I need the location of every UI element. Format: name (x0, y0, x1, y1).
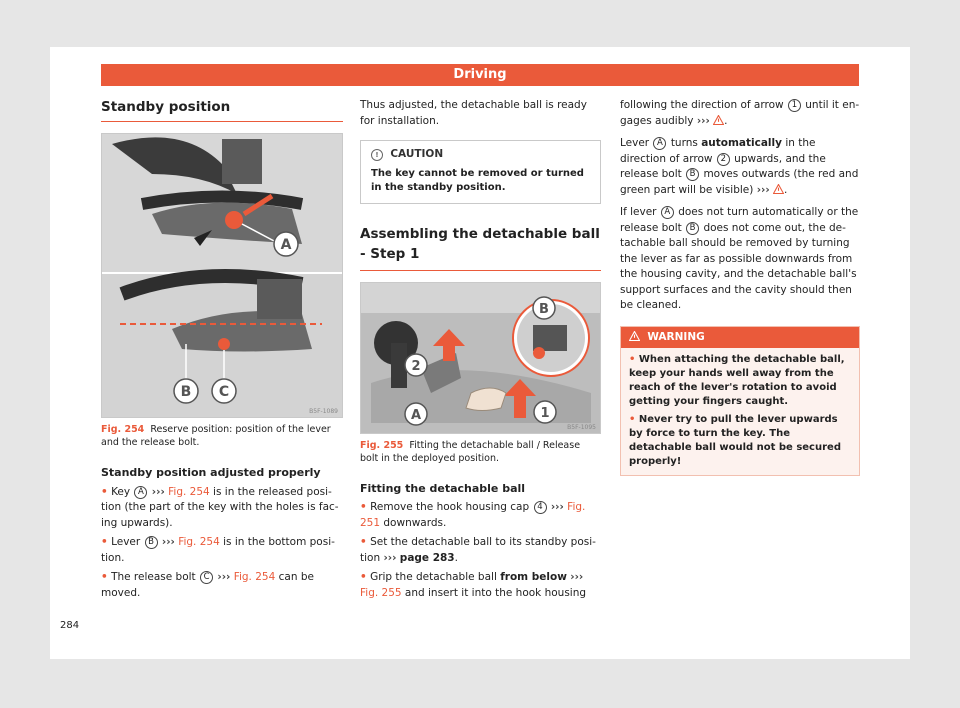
section-title: Assembling the detachable ball - Step 1 (360, 224, 601, 271)
figure-code: B5F-1089 (309, 408, 338, 415)
warning-box (620, 326, 860, 477)
caution-text: The key cannot be removed or turned in the standby position. (371, 167, 584, 193)
label-b: B (180, 384, 192, 400)
intro-text: Thus adjusted, the detachable ball is ready for installation. (360, 99, 587, 127)
page-header: Driving (101, 64, 859, 86)
figure-254 (101, 133, 343, 418)
list-item: • Set the detachable ball to its standby posi- tion ››› page 283. (360, 536, 596, 564)
list-item: • Remove the hook housing cap 4 ››› Fig. 251 downwards. (360, 501, 586, 529)
figure-254-illustration (102, 134, 342, 417)
figure-255-illustration (361, 283, 600, 433)
info-icon: ! (371, 149, 383, 161)
paragraph: Lever A turns automatically in the direction of arrow 2 upwards, and the release bolt B moves outwards (the red and green part will be visible) ››› . (620, 137, 859, 196)
figure-caption: Fig. 255 Fitting the detachable ball / Release bolt in the deployed position. (360, 439, 581, 464)
column-3 (620, 98, 860, 476)
list-item: • Key A ››› Fig. 254 is in the released posi- tion (the part of the key with the holes is fac- ing upwards). (101, 485, 339, 529)
warning-icon (773, 184, 784, 194)
caution-title: ! CAUTION (371, 147, 590, 163)
warning-icon (629, 331, 640, 341)
figure-link[interactable]: Fig. 254 (168, 485, 210, 498)
paragraph: following the direction of arrow 1 until it en- gages audibly ››› . (620, 99, 860, 127)
caution-box (360, 140, 601, 204)
page-link[interactable]: page 283 (399, 551, 455, 564)
figure-link[interactable]: Fig. 255 (360, 586, 402, 599)
column-2 (360, 98, 601, 601)
label-b: B (539, 301, 549, 317)
label-a: A (410, 407, 422, 423)
column-1 (101, 98, 343, 601)
list-item: • Lever B ››› Fig. 254 is in the bottom posi- tion. (101, 536, 335, 564)
warning-item: • When attaching the detachable ball, keep your hands well away from the reach of the lever's rotation to avoid getting your fingers caught. (629, 354, 845, 407)
figure-255 (360, 282, 601, 434)
figure-link[interactable]: Fig. 254 (233, 571, 276, 583)
figure-caption: Fig. 254 Reserve position: position of the lever and the release bolt. (101, 424, 331, 448)
warning-icon (713, 115, 724, 125)
subheading: Fitting the detachable ball (360, 481, 526, 495)
subheading: Standby position adjusted properly (101, 466, 321, 479)
figure-link[interactable]: Fig. 251 (360, 501, 586, 529)
warning-item: • Never try to pull the lever upwards by force to turn the key. The detachable ball would not be secured properly! (629, 414, 841, 467)
label-c: C (218, 384, 230, 400)
label-a: A (280, 237, 292, 253)
warning-header: WARNING (621, 327, 859, 349)
figure-code: B5F-1095 (567, 423, 596, 431)
label-1: 1 (540, 405, 550, 421)
list-item: • The release bolt C ››› Fig. 254 can be moved. (101, 571, 314, 599)
paragraph: If lever A does not turn automatically or the release bolt B does not come out, the de- tachable ball should be removed by turning the lever as far as possible downwards from the housing cavity, and the detachable ball's support surfaces and the cavity should then be cleaned. (620, 206, 859, 311)
list-item: • Grip the detachable ball from below ››› Fig. 255 and insert it into the hook housing (360, 571, 587, 599)
label-2: 2 (411, 358, 421, 374)
figure-link[interactable]: Fig. 254 (178, 536, 220, 548)
page-number: 284 (60, 620, 80, 631)
section-title: Standby position (101, 98, 343, 122)
